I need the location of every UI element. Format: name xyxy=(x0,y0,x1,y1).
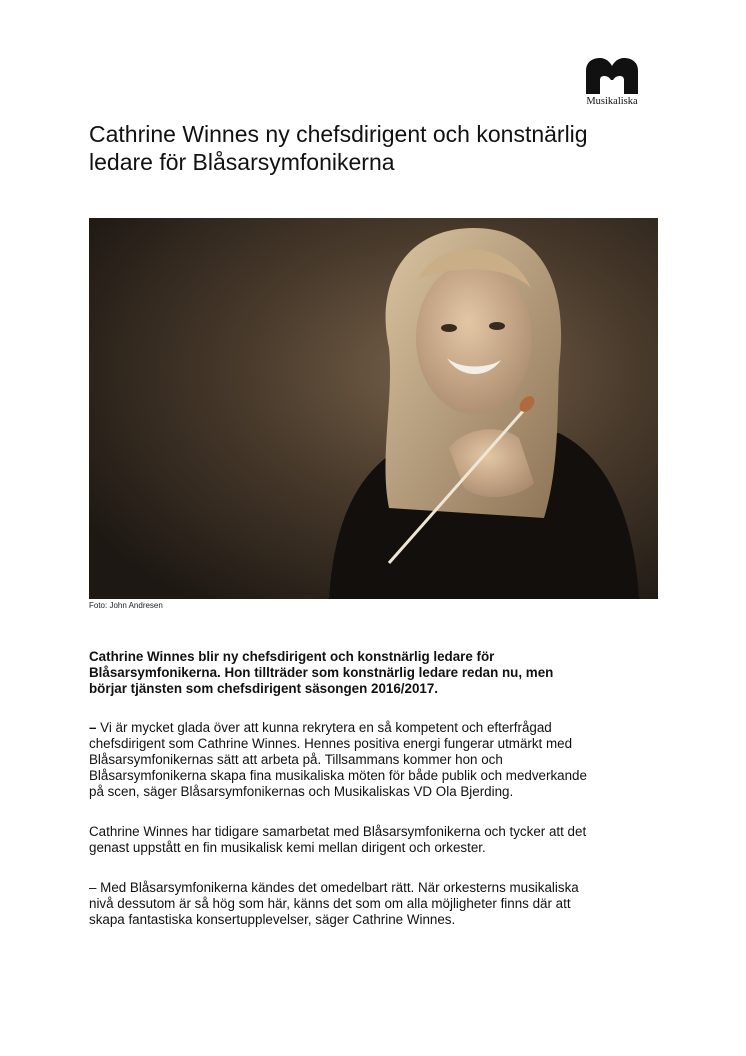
logo-wordmark: Musikaliska xyxy=(586,96,638,107)
text-line: Blåsarsymfonikerna skapa fina musikaliska möten för både publik och medverkande xyxy=(89,768,587,783)
text-line: skapa fantastiska konsertupplevelser, säger Cathrine Winnes. xyxy=(89,912,456,927)
text-line: Cathrine Winnes blir ny chefsdirigent och konstnärlig ledare för xyxy=(89,649,495,664)
text-line: på scen, säger Blåsarsymfonikernas och Musikaliskas VD Ola Bjerding. xyxy=(89,784,514,799)
text-line: nivå dessutom är så hög som här, känns det som om alla möjligheter finns där att xyxy=(89,896,571,911)
lead-paragraph xyxy=(89,649,669,697)
text-line: chefsdirigent som Cathrine Winnes. Hennes positiva energi fungerar utmärkt med xyxy=(89,736,573,751)
conductor-portrait-image xyxy=(89,218,658,599)
text-line: börjar tjänsten som chefsdirigent säsongen 2016/2017. xyxy=(89,681,439,696)
quote-paragraph-2 xyxy=(89,880,669,928)
title-line: Cathrine Winnes ny chefsdirigent och konstnärlig xyxy=(89,121,588,147)
text-line: Vi är mycket glada över att kunna rekrytera en så kompetent och efterfrågad xyxy=(96,720,552,735)
photo-caption: Foto: John Andresen xyxy=(89,601,163,610)
quote-dash: – xyxy=(89,720,97,735)
text-line: genast uppstått en fin musikalisk kemi mellan dirigent och orkester. xyxy=(89,840,486,855)
text-line: Blåsarsymfonikerna. Hon tillträder som konstnärlig ledare redan nu, men xyxy=(89,665,554,680)
text-line: Blåsarsymfonikernas sätt att arbeta på. Tillsammans kommer hon och xyxy=(89,752,503,767)
musikaliska-logo-icon xyxy=(586,58,638,94)
quote-paragraph xyxy=(89,720,669,800)
conductor-photo xyxy=(89,218,658,599)
musikaliska-logo xyxy=(578,58,646,110)
text-line: Cathrine Winnes har tidigare samarbetat med Blåsarsymfonikerna och tycker att det xyxy=(89,824,587,839)
body-paragraph xyxy=(89,824,669,856)
text-line: – Med Blåsarsymfonikerna kändes det omedelbart rätt. När orkesterns musikaliska xyxy=(89,880,579,895)
title-line: ledare för Blåsarsymfonikerna xyxy=(89,149,395,175)
page-title xyxy=(89,120,679,176)
